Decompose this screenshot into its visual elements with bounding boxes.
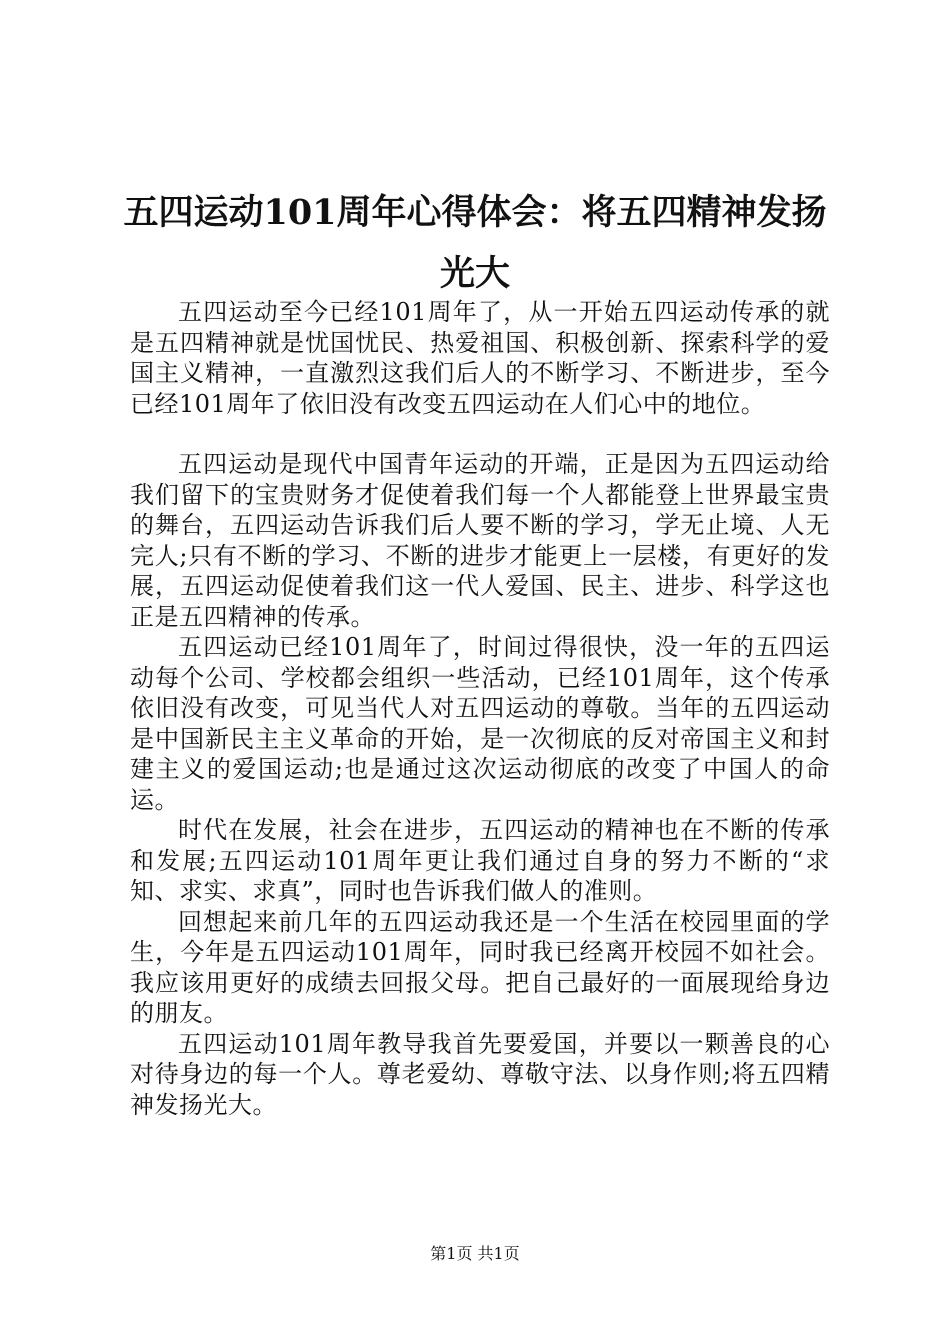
paragraph-6: 五四运动101周年教导我首先要爱国，并要以一颗善良的心对待身边的每一个人。尊老爱幼、尊敬守法、以身作则;将五四精神发扬光大。 (130, 1029, 830, 1119)
paragraph-1: 五四运动至今已经101周年了，从一开始五四运动传承的就是五四精神就是忧国忧民、热爱祖国、积极创新、探索科学的爱国主义精神，一直激烈这我们后人的不断学习、不断进步，至今已经101周年了依旧没有改变五四运动在人们心中的地位。 (130, 298, 830, 418)
document-body (130, 297, 830, 1120)
paragraph-2: 五四运动是现代中国青年运动的开端，正是因为五四运动给我们留下的宝贵财务才促使着我们每一个人都能登上世界最宝贵的舞台，五四运动告诉我们后人要不断的学习，学无止境、人无完人;只有不断的学习、不断的进步才能更上一层楼，有更好的发展，五四运动促使着我们这一代人爱国、民主、进步、科学这也正是五四精神的传承。 (130, 450, 830, 631)
paragraph-4: 时代在发展，社会在进步，五四运动的精神也在不断的传承和发展;五四运动101周年更让我们通过自身的努力不断的“求知、求实、求真”，同时也告诉我们做人的准则。 (130, 816, 830, 905)
page-footer: 第1页 共1页 (430, 1244, 520, 1263)
document-title: 五四运动101周年心得体会：将五四精神发扬光大 (123, 192, 827, 294)
paragraph-3: 五四运动已经101周年了，时间过得很快，没一年的五四运动每个公司、学校都会组织一些活动，已经101周年，这个传承依旧没有改变，可见当代人对五四运动的尊敬。当年的五四运动是中国新民主主义革命的开始，是一次彻底的反对帝国主义和封建主义的爱国运动;也是通过这次运动彻底的改变了中国人的命运。 (130, 633, 830, 814)
paragraph-5: 回想起来前几年的五四运动我还是一个生活在校园里面的学生，今年是五四运动101周年，同时我已经离开校园不如社会。我应该用更好的成绩去回报父母。把自己最好的一面展现给身边的朋友。 (130, 907, 830, 1027)
